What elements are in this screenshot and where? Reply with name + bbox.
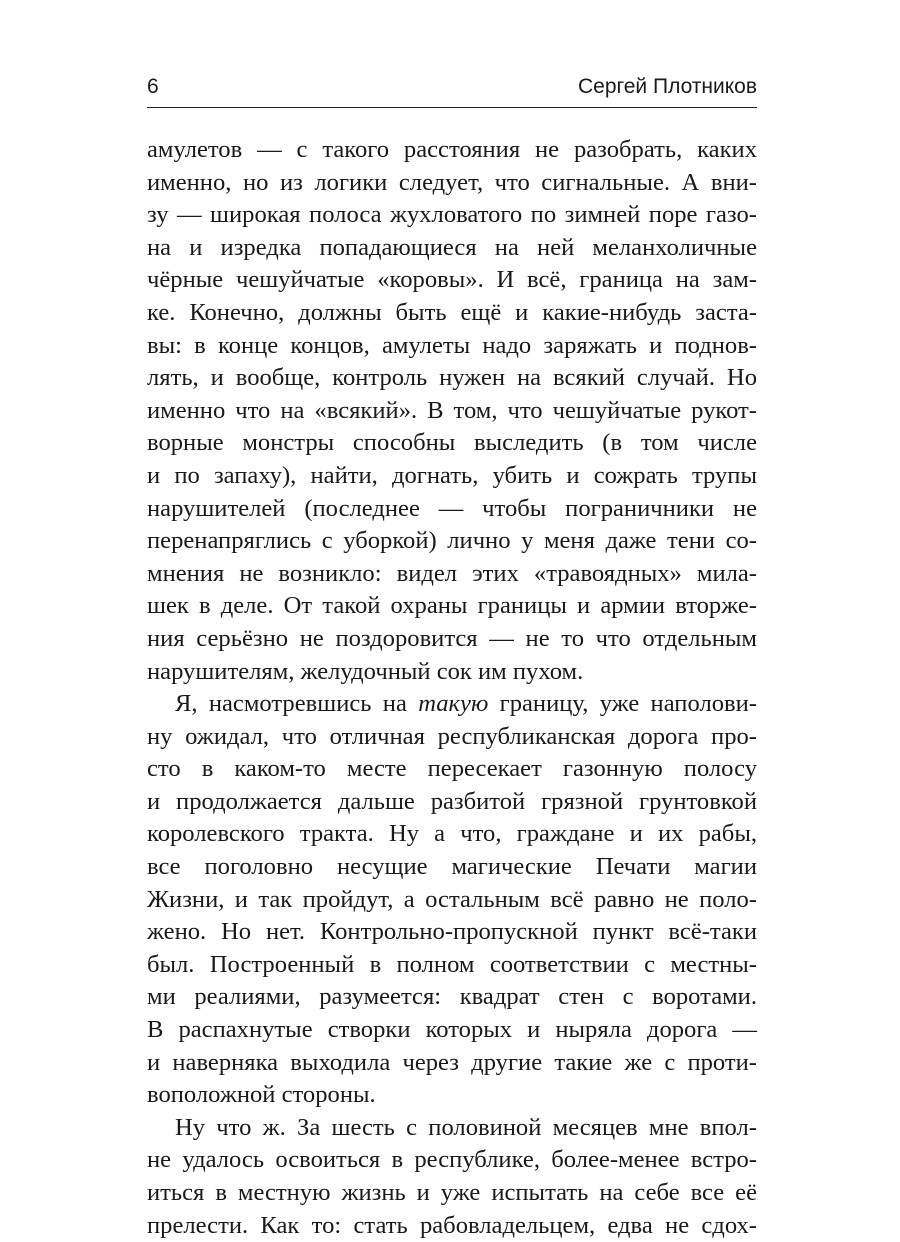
text-line: на и изредка попадающиеся на ней меланхоличные (147, 233, 757, 261)
text-line-first (147, 688, 757, 721)
text-line: зу — широкая полоса жухловатого по зимней поре газо- (147, 201, 757, 229)
text-line: амулетов — с такого расстояния не разобрать, каких (147, 136, 757, 163)
text-line: именно что на «всякий». В том, что чешуйчатые рукот- (147, 396, 757, 424)
header-rule (147, 107, 757, 108)
text-line: прелести. Как то: стать рабовладельцем, едва не сдох- (147, 1211, 757, 1239)
text-line: чёрные чешуйчатые «коровы». И всё, граница на зам- (147, 266, 757, 294)
text-line: ния серьёзно не поздоровится — не то что отдельным (147, 624, 757, 652)
text-line: все поголовно несущие магические Печати магии (147, 853, 757, 881)
text-line: Жизни, и так пройдут, а остальным всё равно не поло- (147, 885, 757, 913)
text-run: Я, насмотревшись на (175, 690, 419, 718)
text-line: был. Построенный в полном соответствии с местны- (147, 950, 757, 978)
text-line: вы: в конце концов, амулеты надо заряжать и поднов- (147, 331, 757, 359)
page-number: 6 (147, 75, 159, 98)
text-line: ке. Конечно, должны быть ещё и какие-нибудь заста- (147, 298, 757, 326)
text-line: ну ожидал, что отличная республиканская дорога про- (147, 722, 757, 750)
running-head-author: Сергей Плотников (578, 75, 757, 98)
running-head (147, 70, 757, 104)
text-line: ми реалиями, разумеется: квадрат стен с воротами. (147, 983, 757, 1011)
paragraph-2 (147, 688, 757, 1112)
paragraph-3 (147, 1112, 757, 1242)
text-line: лять, и вообще, контроль нужен на всякий случай. Но (147, 364, 757, 392)
text-line: шек в деле. От такой охраны границы и армии вторже- (147, 592, 757, 620)
italic-emphasis: такую (418, 690, 489, 718)
text-line: жено. Но нет. Контрольно-пропускной пункт всё-таки (147, 918, 757, 946)
text-line: сто в каком-то месте пересекает газонную полосу (147, 755, 757, 783)
text-line: нарушителям, желудочный сок им пухом. (147, 657, 584, 685)
text-line: и по запаху), найти, догнать, убить и сожрать трупы (147, 461, 757, 489)
text-line: мнения не возникло: видел этих «травоядных» мила- (147, 559, 757, 587)
text-line: Ну что ж. За шесть с половиной месяцев мне впол- (175, 1113, 757, 1141)
text-line: именно, но из логики следует, что сигнальные. А вни- (147, 168, 757, 196)
text-line: иться в местную жизнь и уже испытать на себе все её (147, 1179, 757, 1206)
text-run: границу, уже наполови- (488, 690, 757, 718)
text-line: В распахнутые створки которых и ныряла дорога — (147, 1016, 757, 1044)
body-text (147, 134, 757, 1242)
text-line: воположной стороны. (147, 1081, 376, 1109)
text-line: не удалось освоиться в республике, более-менее встро- (147, 1146, 757, 1174)
text-line: ворные монстры способны выследить (в том числе (147, 429, 757, 457)
text-line: королевского тракта. Ну а что, граждане и их рабы, (147, 820, 757, 848)
text-line: перенапряглись с уборкой) лично у меня даже тени со- (147, 527, 757, 555)
text-line: и наверняка выходила через другие такие же с проти- (147, 1048, 757, 1076)
paragraph-1 (147, 134, 757, 688)
text-line: нарушителей (последнее — чтобы пограничники не (147, 494, 757, 522)
text-line: и продолжается дальше разбитой грязной грунтовкой (147, 787, 757, 815)
